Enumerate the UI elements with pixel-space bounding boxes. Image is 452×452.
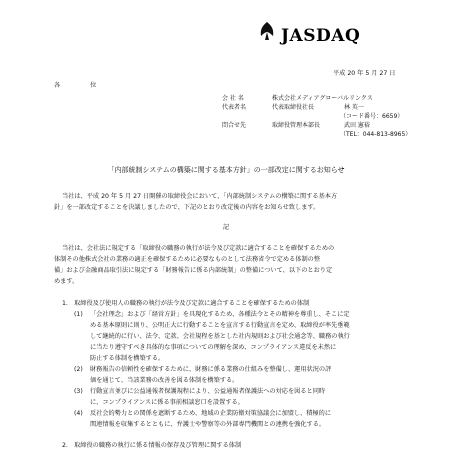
item-text: して継続的に行い、法令、定款、会社規程を基とした社内規則および社会通念等、職務の執行 xyxy=(90,333,350,340)
section2-heading: 2. 取締役の職務の執行に係る情報の保存及び管理に関する体制 xyxy=(62,442,242,449)
info-value: 代表取締役社長 林 英一 xyxy=(272,104,364,111)
item-number: (2) xyxy=(74,366,83,373)
intro-line: 針」を一部改定することを決議しましたので、下記のとおり改定後の内容をお知らせ致します。 xyxy=(54,204,320,211)
info-key: 会 社 名 xyxy=(222,95,244,102)
item-text: 関連情報を収集するとともに、弁護士や警察等の外部専門機関との連携を強化する。 xyxy=(90,421,326,428)
addressee: 各 位 xyxy=(54,82,111,89)
body-line: 当社は、会社法に規定する「取締役の職務の執行が法令及び定款に適合することを確保するための xyxy=(62,245,335,252)
body-line: 体制その他株式会社の業務の適正を確保するために必要なものとして法務省令で定める体制の整 xyxy=(54,256,321,263)
body-line: めます。 xyxy=(54,278,79,285)
document-date: 平成 20 年 5 月 27 日 xyxy=(333,70,396,77)
item-text: 防止する体制を構築する。 xyxy=(90,355,165,362)
company-info xyxy=(222,95,412,140)
jasdaq-logo-icon xyxy=(256,20,278,42)
item-text: 価を通じて、当該業務の改善を図る体制を構築する。 xyxy=(90,377,239,384)
document-title: 「内部統制システムの構築に関する基本方針」の一部改定に関するお知らせ xyxy=(107,166,345,174)
item-text: 「会社理念」および「経営方針」を具現化するため、各種法令とその精神を尊重し、そこに定 xyxy=(90,311,350,318)
item-text: める基本原則に則り、公明正大に行動することを宣言する行動宣言を定め、取締役が率先垂範 xyxy=(90,322,350,329)
intro-line: 当社は、平成 20 年 5 月 27 日開催の取締役会において、「内部統制システムの構築に関する基本方 xyxy=(62,193,338,200)
body-line: 備」および金融商品取引法に規定する「財務報告に係る内部統制」の整備について、以下のとおり定 xyxy=(54,267,333,274)
ki-heading: 記 xyxy=(222,224,230,231)
info-row xyxy=(222,122,412,131)
item-text: 反社会的勢力との関係を遮断するため、地域の企業防衛対策協議会に加盟し、積極的に xyxy=(90,410,332,417)
info-row xyxy=(222,95,412,104)
item-number: (3) xyxy=(74,388,83,395)
item-text: 行動宣言並びに公益通報者保護規程により、公益通報者保護法への対応を図ると同時 xyxy=(90,388,326,395)
info-value: 株式会社メディアグローバルリンクス xyxy=(272,95,373,102)
item-number: (1) xyxy=(74,311,83,318)
item-text: 財務報告の信頼性を確保するために、財務に係る業務の仕組みを整備し、運用状況の評 xyxy=(90,366,332,373)
info-row xyxy=(222,113,412,122)
info-value: 取締役管理本部長 武田 憲裕 xyxy=(272,122,370,129)
item-text: に当たり遵守すべき具体的な事項についての理解を深め、コンプライアンス違反を未然に xyxy=(90,344,337,351)
logo-wordmark: JASDAQ xyxy=(281,26,361,46)
info-value: （TEL：044-813-8965） xyxy=(340,131,412,138)
info-value: （コード番号：6659） xyxy=(340,113,404,120)
info-key: 問合せ先 xyxy=(222,122,247,129)
info-key: 代表者名 xyxy=(222,104,247,111)
section1-heading: 1. 取締役及び使用人の職務の執行が法令及び定款に適合することを確保するための体制 xyxy=(62,300,310,307)
info-row xyxy=(222,131,412,140)
item-text: に、コンプライアンスに係る事前相談窓口を設置する。 xyxy=(90,399,244,406)
item-number: (4) xyxy=(74,410,83,417)
info-row xyxy=(222,104,412,113)
